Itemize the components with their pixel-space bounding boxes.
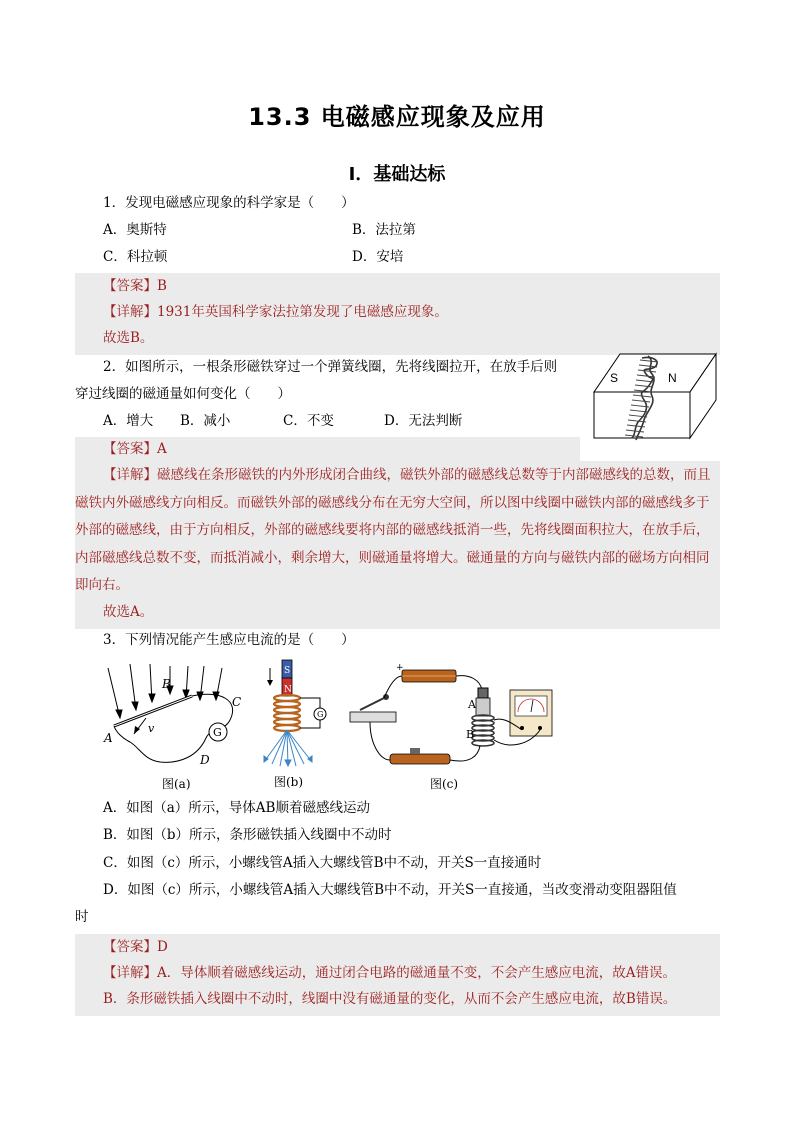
q3-fig-b-label-n: N — [284, 685, 292, 695]
q3-fig-a-caption: 图(a) — [162, 777, 191, 791]
q2-magnet-coil-figure — [590, 352, 718, 444]
q3-figure-b — [260, 658, 330, 792]
q2-stem-line2: 穿过线圈的磁通量如何变化（ ） — [75, 386, 291, 402]
q3-detail-a-text: A．导体顺着磁感线运动，通过闭合电路的磁通量不变，不会产生感应电流，故A错误。 — [157, 965, 676, 981]
q3-fig-a-galvanometer-label: G — [213, 726, 222, 739]
q1-detail-label: 【详解】 — [103, 304, 157, 320]
q1-answer-value: B — [157, 278, 167, 294]
q3-fig-c-label-b: B — [466, 728, 475, 741]
q3-figure-a — [100, 660, 250, 792]
q3-fig-b-caption: 图(b) — [274, 775, 304, 789]
q3-fig-a-label-d: D — [200, 753, 210, 767]
q1-answer-label: 【答案】 — [103, 278, 157, 294]
q1-option-a: A．奥斯特 — [103, 222, 167, 238]
q2-detail-label: 【详解】 — [103, 467, 157, 483]
q1-answer — [103, 276, 167, 296]
q2-option-c: C．不变 — [283, 413, 334, 429]
q2-detail-text: 磁感线在条形磁铁的内外形成闭合曲线，磁铁外部的磁感线总数等于内部磁感线的总数，而且磁铁内外磁感线方向相反。而磁铁外部的磁感线分布在无穷大空间，所以图中线圈中磁铁内部的磁感线多于外部的磁感线，由于方向相反，外部的磁感线要将内部的磁感线抵消一些，先将线圈面积拉大，在放手后，内部磁感线总数不变，而抵消减小，剩余增大，则磁通量将增大。磁通量的方向与磁铁内部的磁场方向相同即向右。 — [75, 467, 711, 593]
q2-answer-label: 【答案】 — [103, 441, 157, 457]
q3-option-a: A．如图（a）所示，导体AB顺着磁感线运动 — [103, 800, 370, 816]
q3-fig-a-label-b: B — [162, 677, 171, 691]
q3-fig-a-label-v: v — [148, 722, 155, 735]
q1-option-d: D．安培 — [352, 249, 404, 265]
q3-detail-label: 【详解】 — [103, 965, 157, 981]
q3-fig-a-label-a: A — [104, 731, 113, 745]
page-title: 13.3 电磁感应现象及应用 — [248, 103, 546, 131]
q1-option-b: B．法拉第 — [352, 222, 416, 238]
q3-fig-b-label-s: S — [284, 666, 291, 676]
q1-conclusion: 故选B。 — [103, 330, 154, 346]
q3-answer-label: 【答案】 — [103, 939, 157, 955]
q3-fig-c-label-a: A — [468, 698, 476, 711]
q3-answer-value: D — [157, 939, 168, 955]
q1-option-c: C．科拉顿 — [103, 249, 168, 265]
q2-answer-value: A — [157, 441, 167, 457]
q3-fig-c-caption: 图(c) — [430, 777, 459, 791]
q3-figure-c — [340, 660, 560, 792]
q3-fig-c-plus: + — [396, 663, 404, 673]
q3-option-b: B．如图（b）所示，条形磁铁插入线圈中不动时 — [103, 827, 392, 843]
q3-answer — [103, 937, 168, 957]
q2-detail — [75, 462, 720, 600]
q3-detail-b: B．条形磁铁插入线圈中不动时，线圈中没有磁通量的变化，从而不会产生感应电流，故B错误。 — [103, 991, 677, 1007]
q1-detail — [103, 302, 448, 322]
q2-stem-line1: 2．如图所示，一根条形磁铁穿过一个弹簧线圈，先将线圈拉开，在放手后则 — [103, 359, 558, 375]
q2-answer — [103, 439, 167, 459]
q3-option-d-line1: D．如图（c）所示，小螺线管A插入大螺线管B中不动，开关S一直接通，当改变滑动变阻器阻值 — [103, 882, 677, 898]
q3-option-d-line2: 时 — [75, 909, 89, 925]
q2-fig-n-label: N — [668, 371, 677, 385]
q2-option-a: A．增大 — [103, 413, 154, 429]
q3-fig-a-label-c: C — [232, 695, 242, 709]
section-heading: Ⅰ．基础达标 — [348, 164, 446, 185]
q3-fig-b-galvanometer-label: G — [317, 710, 324, 719]
q3-stem: 3．下列情况能产生感应电流的是（ ） — [103, 632, 355, 648]
q1-stem: 1．发现电磁感应现象的科学家是（ ） — [103, 195, 355, 211]
q2-option-b: B．减小 — [180, 413, 231, 429]
q1-detail-text: 1931年英国科学家法拉第发现了电磁感应现象。 — [157, 304, 448, 320]
q2-fig-s-label: S — [610, 371, 619, 385]
q2-option-d: D．无法判断 — [384, 413, 463, 429]
q3-detail-a — [103, 963, 676, 983]
q2-conclusion: 故选A。 — [103, 604, 154, 620]
q3-option-c: C．如图（c）所示，小螺线管A插入大螺线管B中不动，开关S一直接通时 — [103, 855, 542, 871]
